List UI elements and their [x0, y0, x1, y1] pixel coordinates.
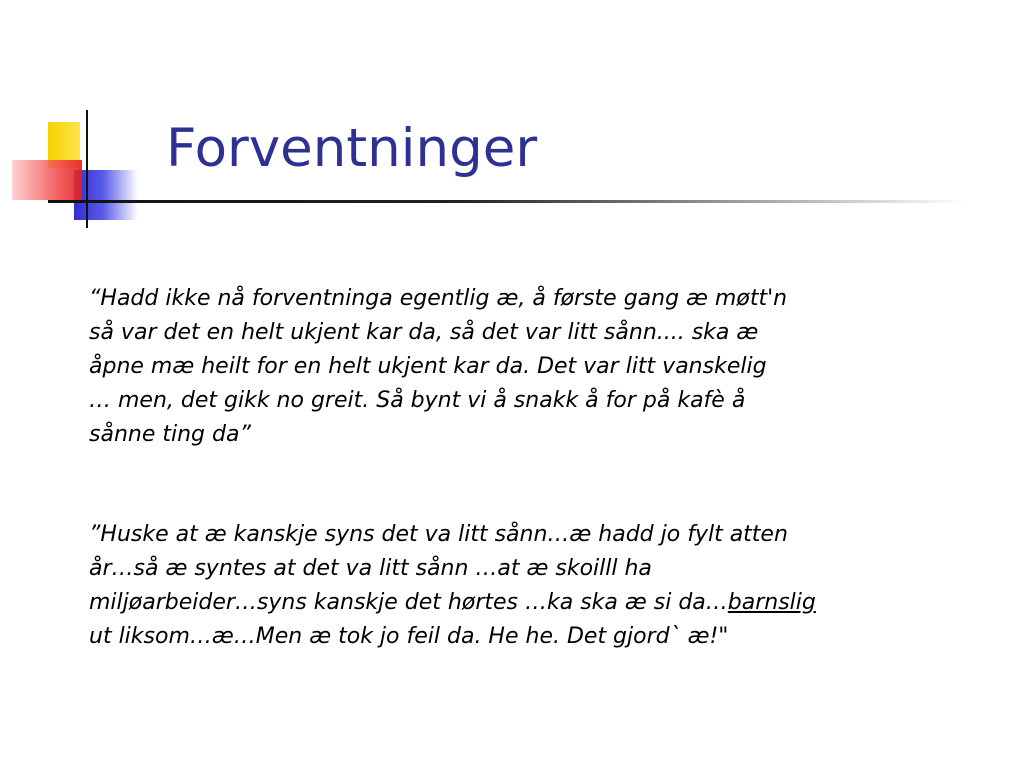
quote-1-line: sånne ting da” [89, 422, 251, 447]
quote-1-line: åpne mæ heilt for en helt ukjent kar da. Det var litt vanskelig [89, 354, 767, 379]
title-underline-rule [48, 200, 968, 203]
quote-2-line: ut liksom…æ…Men æ tok jo feil da. He he. Det gjord` æ!" [89, 624, 729, 649]
slide-title: Forventninger [166, 118, 538, 179]
logo-blue-square [74, 170, 138, 220]
quote-1-line: “Hadd ikke nå forventninga egentlig æ, å første gang æ møtt'n [89, 286, 788, 311]
underlined-word-barnslig: barnslig [727, 590, 816, 615]
logo-red-square [12, 160, 82, 200]
quote-2 [89, 518, 929, 654]
quote-1-line: … men, det gikk no greit. Så bynt vi å snakk å for på kafè å [89, 388, 746, 413]
quote-2-line: ”Huske at æ kanskje syns det va litt sånn…æ hadd jo fylt atten [89, 522, 788, 547]
quote-1 [89, 282, 929, 452]
logo-vertical-line [86, 110, 88, 228]
slide-logo-decoration [0, 0, 160, 240]
quote-2-line [89, 586, 929, 620]
quote-2-line-3-text: miljøarbeider…syns kanskje det hørtes …ka ska æ si da… [89, 590, 728, 615]
quote-1-line: så var det en helt ukjent kar da, så det var litt sånn.... ska æ [89, 320, 759, 345]
quote-2-line: år…så æ syntes at det va litt sånn …at æ skoilll ha [89, 556, 652, 581]
